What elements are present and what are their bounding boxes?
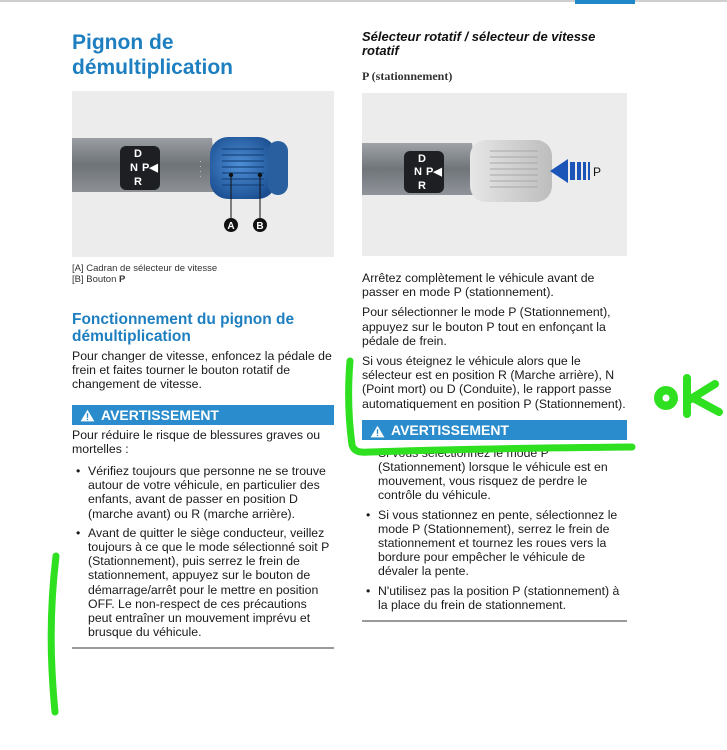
- green-annotation-left: [40, 550, 70, 720]
- park-button-illustration: [362, 93, 627, 256]
- park-subtitle: P (stationnement): [362, 69, 453, 83]
- warning-item: • Vérifiez toujours que personne ne se trouve autour de votre véhicule, en particulier des enfants, avant de passer en position D (marche avant) ou R (marche arrière).: [72, 464, 334, 521]
- press-arrow-icon: [550, 159, 590, 183]
- marker-a: A: [227, 221, 235, 232]
- figure-caption: [72, 263, 334, 285]
- gear-n: N: [414, 166, 422, 178]
- marker-b: B: [256, 221, 264, 232]
- ok-letters: [654, 378, 719, 414]
- gear-d: D: [418, 153, 426, 165]
- section-title: Fonctionnement du pignon de démultiplication: [72, 311, 295, 345]
- caption-b: [B] Bouton P: [72, 274, 126, 285]
- gear-r: R: [418, 180, 426, 192]
- rotary-title: Sélecteur rotatif / sélecteur de vitesse rotatif: [362, 29, 596, 58]
- right-column: [362, 30, 627, 622]
- left-bottom-rule: [72, 647, 334, 649]
- para-auto: Si vous éteignez le véhicule alors que le sélecteur est en position R (Marche arrière), N (Point mort) ou D (Conduite), le rapport passe automatiquement en position P (Stationnement).: [362, 354, 626, 411]
- side-dots: · · · ·: [196, 160, 205, 178]
- gear-p: P◀: [426, 166, 442, 178]
- gear-p: P◀: [142, 162, 158, 174]
- page-title: Pignon de démultiplication: [72, 31, 234, 79]
- left-column: [72, 30, 334, 649]
- handwritten-ok-mark: [649, 374, 727, 418]
- warning-header-left: [72, 405, 334, 425]
- top-tab-marker: [575, 0, 635, 4]
- warning-item: • Si vous stationnez en pente, sélectionnez le mode P (Stationnement), serrez le frein de stationnement et tournez les roues vers la bordure pour empêcher le véhicule de dévaler la pente.: [362, 508, 627, 579]
- para-stop: Arrêtez complètement le véhicule avant de passer en mode P (stationnement).: [362, 271, 595, 300]
- warning-label-right: AVERTISSEMENT: [391, 421, 509, 438]
- warning-item: • N'utilisez pas la position P (stationnement) à la place du frein de stationnement.: [362, 584, 627, 612]
- park-button-figure: [362, 93, 627, 256]
- gear-selector-illustration: [72, 91, 334, 257]
- warning-list-right: [362, 446, 627, 612]
- arrow-p-label: P: [593, 165, 602, 179]
- warning-label-left: AVERTISSEMENT: [101, 406, 219, 423]
- warning-triangle-icon: [370, 425, 385, 438]
- warning-list-left: [72, 464, 334, 639]
- warning-lead: Pour réduire le risque de blessures graves ou mortelles :: [72, 427, 321, 456]
- intro-paragraph: Pour changer de vitesse, enfoncez la pédale de frein et faites tourner le bouton rotatif de changement de vitesse.: [72, 349, 332, 392]
- gear-r: R: [134, 176, 142, 188]
- warning-header-right: [362, 420, 627, 440]
- gear-selector-figure: [72, 91, 334, 257]
- gear-n: N: [130, 162, 138, 174]
- caption-a: [A] Cadran de sélecteur de vitesse: [72, 263, 218, 274]
- warning-item: • Avant de quitter le siège conducteur, veillez toujours à ce que le mode sélectionné soit P (Stationnement), puis serrez le frein de stationnement, appuyez sur le bouton de démarrage/arrêt pour le mettre en position OFF. Le non-respect de ces précautions peut entraîner un mouvement imprévu et brusque du véhicule.: [72, 526, 334, 640]
- warning-item: • Si vous sélectionnez le mode P (Stationnement) lorsque le véhicule est en mouvement, vous risquez de perdre le contrôle du véhicule.: [362, 446, 627, 503]
- warning-triangle-icon: [80, 409, 95, 422]
- right-bottom-rule: [362, 620, 627, 622]
- gear-d: D: [134, 148, 142, 160]
- para-select: Pour sélectionner le mode P (Stationnement), appuyez sur le bouton P tout en enfonçant la pédale de frein.: [362, 305, 611, 348]
